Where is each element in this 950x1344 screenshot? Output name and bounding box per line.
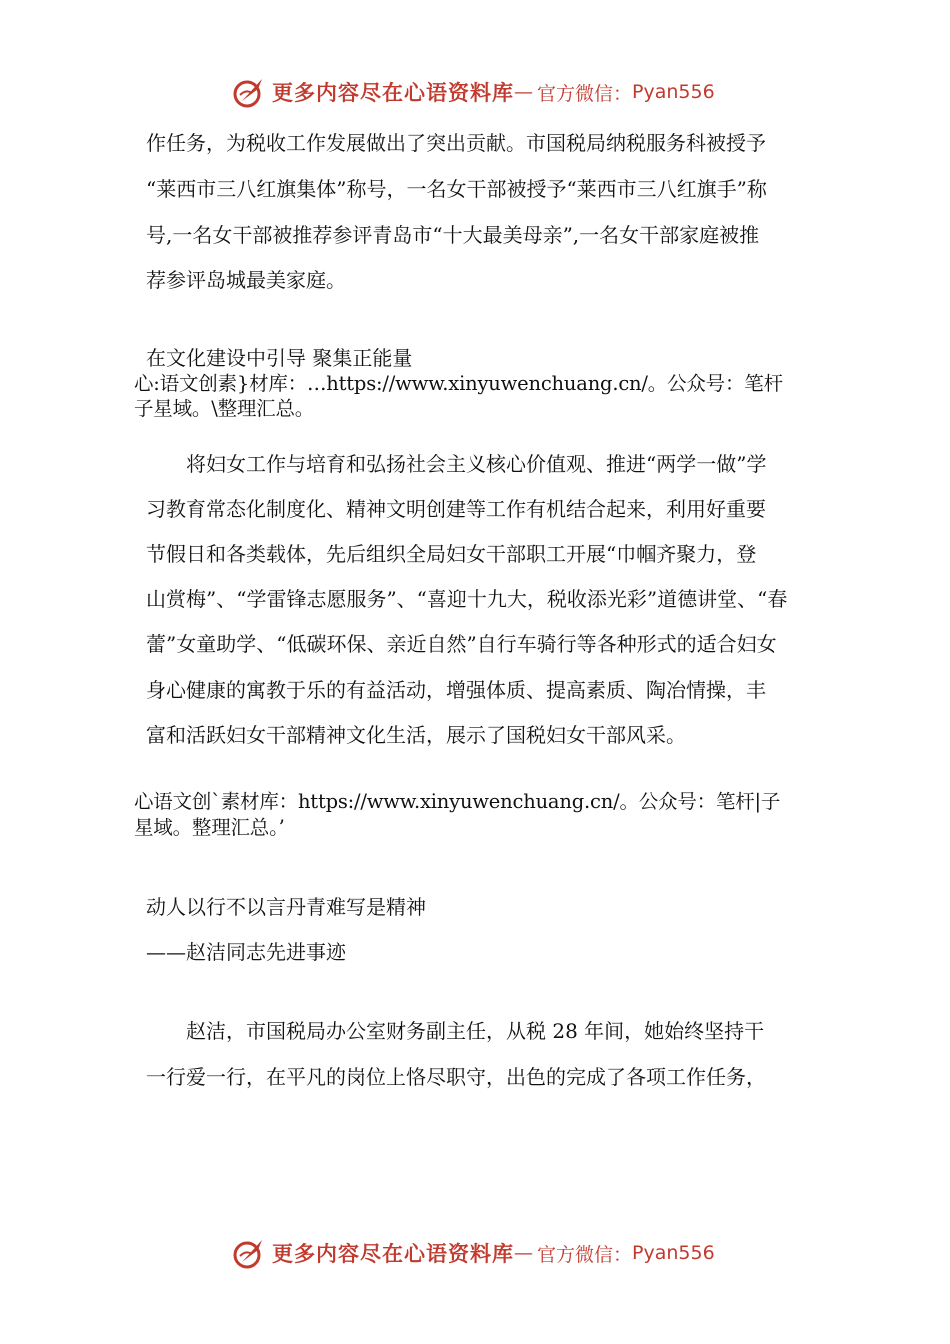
footer-official-label: 官方微信： [537,1243,633,1266]
header-official-label: 官方微信： [537,82,633,105]
header-banner [232,75,752,109]
paragraph2-line-3: 节假日和各类载体，先后组织全局妇女干部职工开展“巾帼齐聚力，登 [146,542,757,566]
watermark-line-2: 子星域。\整理汇总。 [134,397,315,420]
section-subheading-2: ——赵洁同志先进事迹 [146,940,346,964]
paragraph2-line-1: 将妇女工作与培育和弘扬社会主义核心价值观、推进“两学一做”学 [186,452,767,476]
footer-dash: — [514,1242,533,1264]
quill-logo-icon [232,75,266,109]
paragraph3-line-2: 一行爱一行，在平凡的岗位上恪尽职守，出色的完成了各项工作任务， [146,1065,766,1089]
quill-logo-icon [232,1236,266,1270]
paragraph2-line-4: 山赏梅”、“学雷锋志愿服务”、“喜迎十九大，税收添光彩”道德讲堂、“春 [146,587,788,611]
header-wechat-id: Pyan556 [632,81,715,103]
paragraph3-line-1: 赵洁，市国税局办公室财务副主任，从税 28 年间，她始终坚持干 [186,1019,765,1043]
paragraph1-line-3: 号,一名女干部被推荐参评青岛市“十大最美母亲”,一名女干部家庭被推 [146,223,760,247]
header-title: 更多内容尽在心语资料库 [272,80,514,105]
header-dash: — [514,81,533,103]
paragraph1-line-2: “莱西市三八红旗集体”称号，一名女干部被授予“莱西市三八红旗手”称 [146,177,767,201]
paragraph2-line-5: 蕾”女童助学、“低碳环保、亲近自然”自行车骑行等各种形式的适合妇女 [146,632,777,656]
section-heading-1: 在文化建设中引导 聚集正能量 [146,346,413,370]
paragraph1-line-4: 荐参评岛城最美家庭。 [146,268,346,292]
paragraph1-line-1: 作任务，为税收工作发展做出了突出贡献。市国税局纳税服务科被授予 [146,131,766,155]
footer-wechat-id: Pyan556 [632,1242,715,1264]
watermark2-line-2: 星域。整理汇总。’ [134,816,285,839]
watermark-line-1: 心:语文创素}材库：…https://www.xinyuwenchuang.cn/。公众号：笔杆 [134,372,783,395]
footer-title: 更多内容尽在心语资料库 [272,1241,514,1266]
watermark2-line-1: 心语文创`素材库：https://www.xinyuwenchuang.cn/。公众号：笔杆|子 [134,790,781,813]
paragraph2-line-2: 习教育常态化制度化、精神文明创建等工作有机结合起来，利用好重要 [146,497,766,521]
paragraph2-line-6: 身心健康的寓教于乐的有益活动，增强体质、提高素质、陶冶情操，丰 [146,678,766,702]
section-heading-2: 动人以行不以言丹青难写是精神 [146,895,426,919]
footer-banner [232,1236,752,1270]
paragraph2-line-7: 富和活跃妇女干部精神文化生活，展示了国税妇女干部风采。 [146,723,686,747]
